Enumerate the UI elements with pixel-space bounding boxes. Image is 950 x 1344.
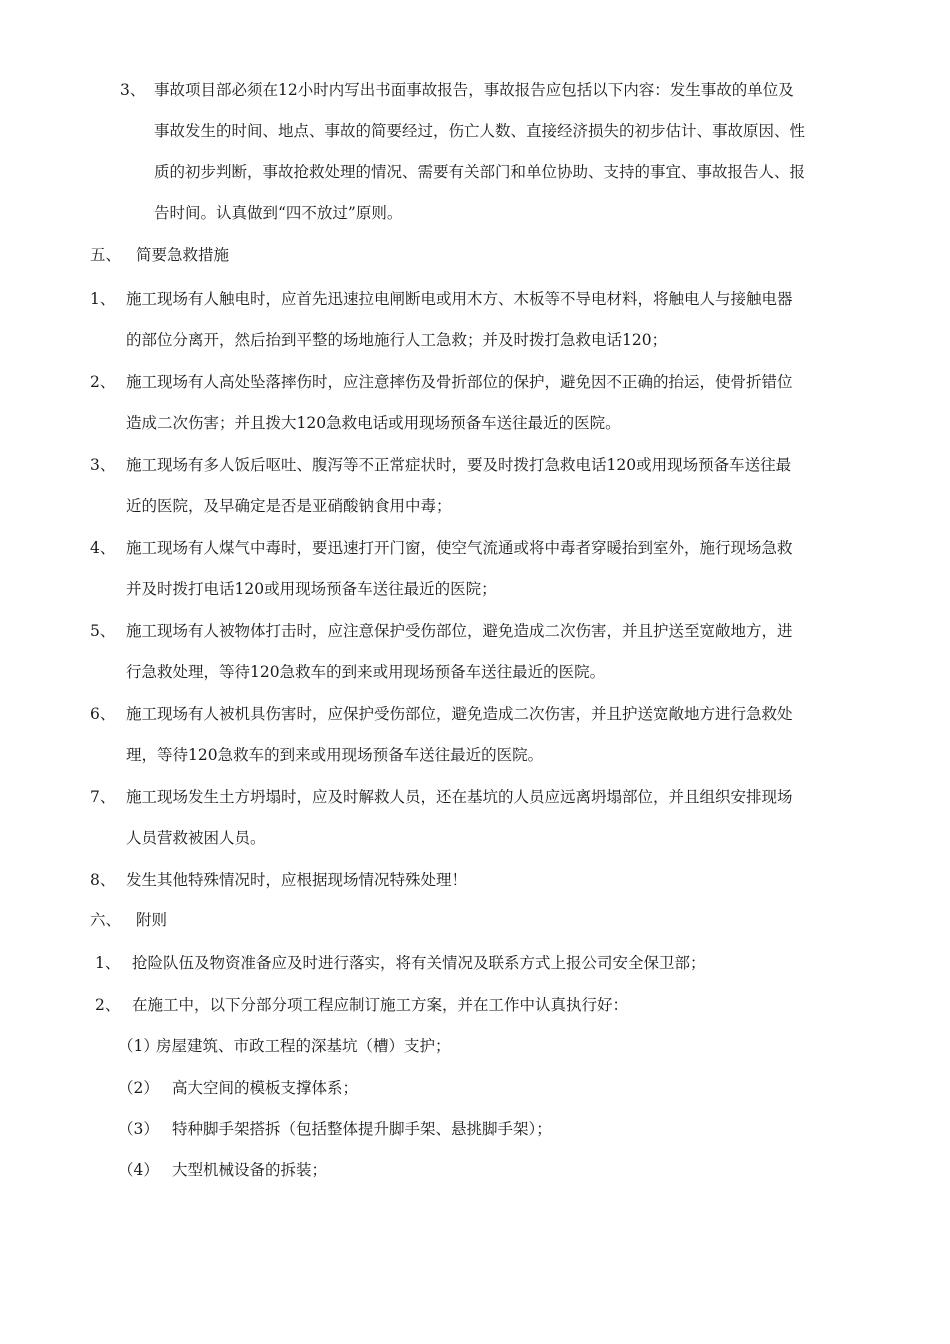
item-number: 7、 — [90, 788, 116, 806]
paragraph-line: 事故项目部必须在12小时内写出书面事故报告，事故报告应包括以下内容：发生事故的单位及 — [154, 81, 794, 99]
item-number: 3、 — [120, 81, 146, 99]
paragraph-line: 施工现场有人被机具伤害时，应保护受伤部位，避免造成二次伤害，并且护送宽敞地方进行急救处 — [126, 705, 793, 723]
paragraph-line: 房屋建筑、市政工程的深基坑（槽）支护； — [156, 1037, 451, 1055]
paragraph-line: 施工现场有人煤气中毒时，要迅速打开门窗，使空气流通或将中毒者穿暖抬到室外，施行现场急救 — [126, 539, 793, 557]
item-number: 4、 — [90, 539, 116, 557]
paragraph-line: 并及时拨打电话120或用现场预备车送往最近的医院； — [126, 580, 497, 598]
paragraph-line: 抢险队伍及物资准备应及时进行落实，将有关情况及联系方式上报公司安全保卫部； — [132, 954, 706, 972]
paragraph-line: 高大空间的模板支撑体系； — [172, 1079, 359, 1097]
paragraph-line: 施工现场发生土方坍塌时，应及时解救人员，还在基坑的人员应远离坍塌部位，并且组织安排现场 — [126, 788, 793, 806]
paragraph-line: 事故发生的时间、地点、事故的简要经过，伤亡人数、直接经济损失的初步估计、事故原因、性 — [154, 122, 806, 140]
item-number: 2、 — [90, 373, 116, 391]
paragraph-line: 施工现场有人高处坠落摔伤时，应注意摔伤及骨折部位的保护，避免因不正确的抬运，使骨折错位 — [126, 373, 793, 391]
item-number: 8、 — [90, 871, 116, 889]
paragraph-line: 告时间。认真做到“四不放过”原则。 — [154, 204, 403, 222]
paragraph-line: 特种脚手架搭拆（包括整体提升脚手架、悬挑脚手架）； — [172, 1120, 552, 1138]
paragraph-line: 施工现场有多人饭后呕吐、腹泻等不正常症状时，要及时拨打急救电话120或用现场预备车送往最 — [126, 456, 792, 474]
section-number: 五、 — [90, 246, 122, 264]
paragraph-line: 质的初步判断，事故抢救处理的情况、需要有关部门和单位协助、支持的事宜、事故报告人、报 — [154, 163, 806, 181]
paragraph-line: 施工现场有人被物体打击时，应注意保护受伤部位，避免造成二次伤害，并且护送至宽敞地方，进 — [126, 622, 793, 640]
item-number: 3、 — [90, 456, 116, 474]
paragraph-line: 造成二次伤害；并且拨大120急救电话或用现场预备车送往最近的医院。 — [126, 414, 621, 432]
paragraph-line: 施工现场有人触电时，应首先迅速拉电闸断电或用木方、木板等不导电材料，将触电人与接触电器 — [126, 290, 793, 308]
item-number: （3） — [118, 1120, 159, 1138]
item-number: （2） — [118, 1079, 159, 1097]
item-number: 6、 — [90, 705, 116, 723]
paragraph-line: 理，等待120急救车的到来或用现场预备车送往最近的医院。 — [126, 746, 544, 764]
paragraph-line: 大型机械设备的拆装； — [172, 1161, 328, 1179]
paragraph-line: 行急救处理，等待120急救车的到来或用现场预备车送往最近的医院。 — [126, 663, 606, 681]
paragraph-line: 发生其他特殊情况时，应根据现场情况特殊处理！ — [126, 871, 468, 889]
item-number: 5、 — [90, 622, 116, 640]
section-title: 附则 — [136, 911, 168, 929]
item-number: （4） — [118, 1161, 159, 1179]
item-number: 1、 — [95, 954, 121, 972]
paragraph-line: 在施工中，以下分部分项工程应制订施工方案，并在工作中认真执行好： — [132, 996, 629, 1014]
paragraph-line: 人员营救被困人员。 — [126, 829, 266, 847]
paragraph-line: 近的医院，及早确定是否是亚硝酸钠食用中毒； — [126, 497, 452, 515]
item-number: 2、 — [95, 996, 121, 1014]
item-number: （1） — [118, 1037, 159, 1055]
section-number: 六、 — [90, 911, 122, 929]
section-title: 简要急救措施 — [136, 246, 230, 264]
item-number: 1、 — [90, 290, 116, 308]
paragraph-line: 的部位分离开，然后抬到平整的场地施行人工急救；并及时拨打急救电话120； — [126, 331, 668, 349]
